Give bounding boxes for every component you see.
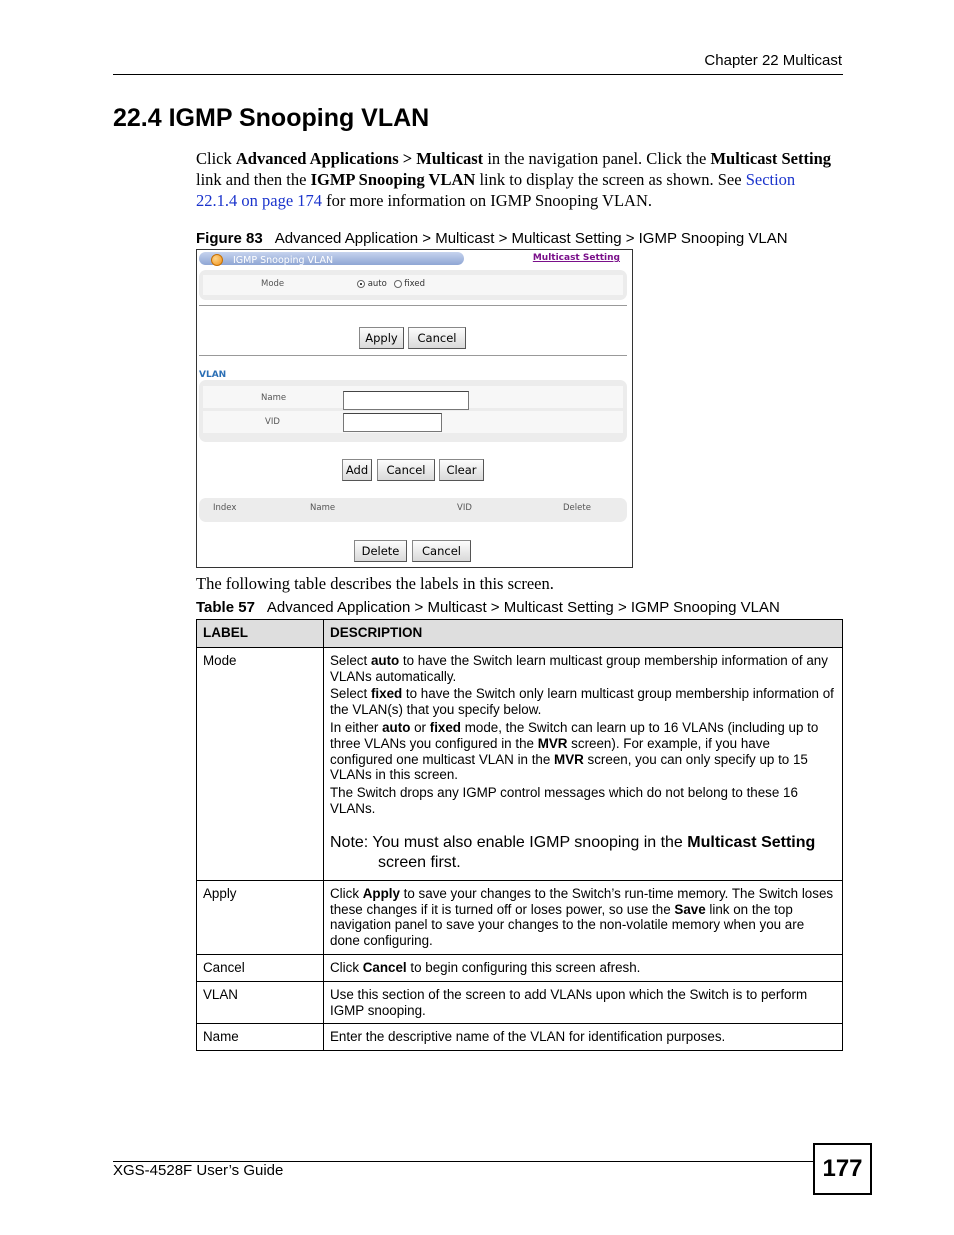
name-label: Name bbox=[261, 393, 287, 403]
mode-auto-label: auto bbox=[367, 279, 387, 289]
mode-options bbox=[357, 279, 425, 289]
intro-text: for more information on IGMP Snooping VLAN. bbox=[322, 191, 653, 210]
mode-fixed-radio[interactable] bbox=[394, 280, 402, 288]
screen-title-bar bbox=[199, 252, 464, 265]
intro-text: link and then the bbox=[196, 170, 311, 189]
vlan-cancel-button[interactable]: Cancel bbox=[377, 459, 435, 481]
divider bbox=[199, 305, 627, 306]
table-label: Table 57 bbox=[196, 599, 255, 616]
col-vid: VID bbox=[457, 503, 472, 513]
mode-fixed-label: fixed bbox=[404, 279, 425, 289]
mode-auto-radio[interactable] bbox=[357, 280, 365, 288]
mode-panel bbox=[199, 270, 627, 300]
vid-label: VID bbox=[265, 417, 280, 427]
note: Note: You must also enable IGMP snooping in the Multicast Setting screen first. bbox=[330, 833, 816, 871]
title-orb-icon bbox=[211, 254, 223, 266]
header-description: DESCRIPTION bbox=[324, 620, 843, 648]
cancel-button[interactable]: Cancel bbox=[408, 327, 466, 349]
divider bbox=[199, 355, 627, 356]
table-row bbox=[197, 981, 843, 1024]
table-row bbox=[197, 1024, 843, 1051]
screen-title: IGMP Snooping VLAN bbox=[233, 255, 334, 266]
multicast-setting-link[interactable]: Multicast Setting bbox=[532, 253, 620, 263]
table-caption-text: Advanced Application > Multicast > Multicast Setting > IGMP Snooping VLAN bbox=[266, 599, 780, 616]
mode-row bbox=[203, 275, 623, 295]
row-description: Enter the descriptive name of the VLAN for identification purposes. bbox=[324, 1024, 843, 1051]
intro-bold: > Multicast bbox=[398, 149, 484, 168]
desc-paragraph: In either auto or fixed mode, the Switch can learn up to 16 VLANs (including up to three VLANs you configured in the MVR screen). For example, if you have configured one multicast VLAN in the MVR screen, you can only specify up to 15 VLANs in this screen. bbox=[330, 719, 819, 783]
header-rule bbox=[113, 74, 843, 75]
intro-bold: IGMP Snooping VLAN bbox=[310, 170, 476, 189]
section-link[interactable]: Section 22.1.4 on page 174 bbox=[196, 170, 796, 210]
intro-paragraph bbox=[196, 148, 836, 211]
after-figure-text: The following table describes the labels in this screen. bbox=[196, 574, 554, 593]
igmp-snooping-vlan-screen bbox=[196, 249, 633, 568]
row-description: Click Cancel to begin configuring this screen afresh. bbox=[324, 954, 843, 981]
table-row bbox=[197, 880, 843, 954]
description-table bbox=[196, 619, 843, 1051]
table-caption bbox=[196, 599, 780, 616]
row-description bbox=[324, 647, 843, 880]
mode-label: Mode bbox=[261, 279, 285, 289]
table-row bbox=[197, 954, 843, 981]
figure-label: Figure 83 bbox=[196, 230, 263, 247]
vlan-list-header bbox=[199, 498, 627, 522]
vlan-name-input[interactable] bbox=[343, 391, 469, 410]
col-index: Index bbox=[213, 503, 237, 513]
header-label: LABEL bbox=[197, 620, 324, 648]
page-number: 177 bbox=[813, 1143, 872, 1195]
add-button[interactable]: Add bbox=[342, 459, 372, 481]
row-label: Cancel bbox=[197, 954, 324, 981]
figure-caption-text: Advanced Application > Multicast > Multicast Setting > IGMP Snooping VLAN bbox=[274, 230, 788, 247]
col-delete: Delete bbox=[563, 503, 591, 513]
desc-paragraph: Select auto to have the Switch learn multicast group membership information of any VLANs automatically. bbox=[330, 652, 828, 684]
desc-paragraph: The Switch drops any IGMP control messages which do not belong to these 16 VLANs. bbox=[330, 785, 798, 816]
intro-text: in the navigation panel. Click the bbox=[483, 149, 711, 168]
row-label: Apply bbox=[197, 880, 324, 954]
vlan-entry-panel bbox=[199, 380, 627, 442]
clear-button[interactable]: Clear bbox=[439, 459, 484, 481]
list-cancel-button[interactable]: Cancel bbox=[412, 540, 471, 562]
row-description: Use this section of the screen to add VLANs upon which the Switch is to perform IGMP snooping. bbox=[324, 981, 843, 1024]
intro-text: link to display the screen as shown. See bbox=[475, 170, 746, 189]
row-description: Click Apply to save your changes to the Switch’s run-time memory. The Switch loses these changes if it is turned off or loses power, so use the Save link on the top navigation panel to save your changes to the non-volatile memory when you are done configuring. bbox=[324, 880, 843, 954]
chapter-header: Chapter 22 Multicast bbox=[704, 52, 842, 69]
table-header-row bbox=[197, 620, 843, 648]
desc-paragraph: Select fixed to have the Switch only learn multicast group membership information of the VLAN(s) that you specify below. bbox=[330, 686, 834, 718]
vlan-vid-input[interactable] bbox=[343, 413, 442, 432]
row-label: Mode bbox=[197, 647, 324, 880]
intro-bold: Advanced Applications bbox=[235, 149, 399, 168]
row-label: VLAN bbox=[197, 981, 324, 1024]
intro-text: Click bbox=[196, 149, 236, 168]
row-label: Name bbox=[197, 1024, 324, 1051]
table-row bbox=[197, 647, 843, 880]
vlan-section-label: VLAN bbox=[199, 370, 227, 380]
footer-guide-title: XGS-4528F User’s Guide bbox=[113, 1162, 284, 1179]
figure-caption bbox=[196, 230, 788, 247]
col-name: Name bbox=[310, 503, 336, 513]
intro-bold: Multicast Setting bbox=[710, 149, 831, 168]
delete-button[interactable]: Delete bbox=[354, 540, 407, 562]
section-heading: 22.4 IGMP Snooping VLAN bbox=[113, 104, 430, 132]
apply-button[interactable]: Apply bbox=[359, 327, 404, 349]
